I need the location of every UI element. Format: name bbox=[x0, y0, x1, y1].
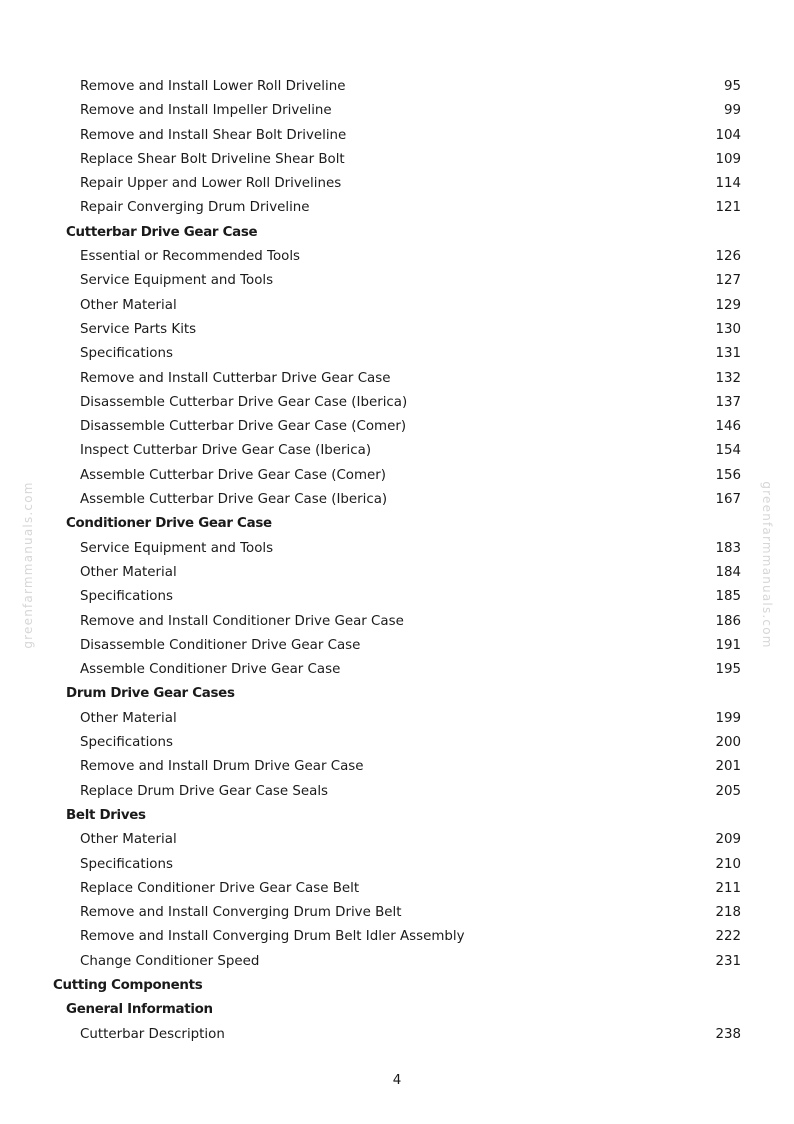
toc-entry[interactable] bbox=[0, 707, 794, 731]
toc-entry-title: Other Material bbox=[80, 832, 177, 848]
toc-entry-title: Remove and Install Drum Drive Gear Case bbox=[80, 759, 364, 775]
toc-entry-page-number: 184 bbox=[715, 564, 741, 580]
toc-entry-title: General Information bbox=[66, 1002, 213, 1018]
toc-entry[interactable] bbox=[0, 342, 794, 366]
toc-entry[interactable] bbox=[0, 658, 794, 682]
toc-entry-page-number: 201 bbox=[715, 759, 741, 775]
toc-entry[interactable] bbox=[0, 391, 794, 415]
toc-entry-title: Remove and Install Converging Drum Drive Belt bbox=[80, 905, 402, 921]
toc-entry[interactable] bbox=[0, 415, 794, 439]
watermark-left: greenfarmmanuals.com bbox=[21, 481, 35, 649]
toc-entry[interactable] bbox=[0, 294, 794, 318]
toc-entry-page-number: 99 bbox=[723, 103, 741, 119]
toc-entry-title: Remove and Install Impeller Driveline bbox=[80, 103, 332, 119]
toc-entry-title: Repair Converging Drum Driveline bbox=[80, 200, 310, 216]
toc-entry[interactable] bbox=[0, 439, 794, 463]
toc-entry-title: Specifications bbox=[80, 346, 173, 362]
toc-entry-title: Other Material bbox=[80, 564, 177, 580]
toc-entry-page-number: 211 bbox=[715, 880, 741, 896]
toc-entry[interactable] bbox=[0, 1023, 794, 1047]
toc-entry-title: Cutterbar Description bbox=[80, 1026, 225, 1042]
toc-chapter-heading[interactable] bbox=[0, 974, 794, 998]
toc-entry-title: Remove and Install Shear Bolt Driveline bbox=[80, 127, 347, 143]
toc-entry-title: Disassemble Cutterbar Drive Gear Case (Comer) bbox=[80, 419, 407, 435]
toc-entry-title: Change Conditioner Speed bbox=[80, 953, 260, 969]
toc-entry-page-number: 195 bbox=[715, 662, 741, 678]
toc-entry[interactable] bbox=[0, 196, 794, 220]
toc-entry-page-number: 200 bbox=[715, 735, 741, 751]
toc-section-heading[interactable] bbox=[0, 804, 794, 828]
toc-entry[interactable] bbox=[0, 318, 794, 342]
toc-entry[interactable] bbox=[0, 367, 794, 391]
toc-entry[interactable] bbox=[0, 877, 794, 901]
toc-entry-page-number: 167 bbox=[715, 492, 741, 508]
toc-entry-title: Cutterbar Drive Gear Case bbox=[66, 224, 258, 240]
toc-entry-page-number: 210 bbox=[715, 856, 741, 872]
toc-entry-title: Conditioner Drive Gear Case bbox=[66, 516, 272, 532]
toc-entry-page-number: 127 bbox=[715, 273, 741, 289]
toc-entry-title: Drum Drive Gear Cases bbox=[66, 686, 235, 702]
toc-entry-page-number: 199 bbox=[715, 710, 741, 726]
toc-entry[interactable] bbox=[0, 75, 794, 99]
toc-entry-title: Assemble Cutterbar Drive Gear Case (Comer) bbox=[80, 467, 387, 483]
toc-entry-title: Cutting Components bbox=[53, 977, 203, 993]
toc-entry[interactable] bbox=[0, 99, 794, 123]
toc-entry[interactable] bbox=[0, 464, 794, 488]
toc-entry-title: Assemble Cutterbar Drive Gear Case (Iberica) bbox=[80, 492, 388, 508]
toc-section-heading[interactable] bbox=[0, 682, 794, 706]
toc-entry-page-number: 104 bbox=[715, 127, 741, 143]
toc-entry-title: Other Material bbox=[80, 297, 177, 313]
toc-entry-page-number: 131 bbox=[715, 346, 741, 362]
toc-entry-title: Remove and Install Lower Roll Driveline bbox=[80, 79, 346, 94]
toc-entry-title: Replace Conditioner Drive Gear Case Belt bbox=[80, 880, 360, 896]
toc-entry-page-number: 121 bbox=[715, 200, 741, 216]
toc-entry-page-number: 154 bbox=[715, 443, 741, 459]
toc-entry[interactable] bbox=[0, 925, 794, 949]
toc-entry[interactable] bbox=[0, 245, 794, 269]
toc-entry-page-number: 146 bbox=[715, 419, 741, 435]
toc-entry-title: Remove and Install Conditioner Drive Gear Case bbox=[80, 613, 404, 629]
toc-entry-page-number: 231 bbox=[715, 953, 741, 969]
toc-entry-title: Specifications bbox=[80, 735, 173, 751]
toc-entry[interactable] bbox=[0, 853, 794, 877]
toc-entry-title: Specifications bbox=[80, 589, 173, 605]
toc-entry[interactable] bbox=[0, 585, 794, 609]
toc-entry-title: Other Material bbox=[80, 710, 177, 726]
toc-entry-title: Remove and Install Converging Drum Belt Idler Assembly bbox=[80, 929, 465, 945]
toc-entry-title: Disassemble Conditioner Drive Gear Case bbox=[80, 637, 361, 653]
toc-entry[interactable] bbox=[0, 755, 794, 779]
toc-entry[interactable] bbox=[0, 901, 794, 925]
watermark-right: greenfarmmanuals.com bbox=[760, 481, 774, 649]
toc-entry-title: Disassemble Cutterbar Drive Gear Case (Iberica) bbox=[80, 394, 408, 410]
toc-section-heading[interactable] bbox=[0, 221, 794, 245]
toc-entry-page-number: 185 bbox=[715, 589, 741, 605]
toc-entry-page-number: 114 bbox=[715, 176, 741, 192]
toc-entry-title: Remove and Install Cutterbar Drive Gear Case bbox=[80, 370, 391, 386]
toc-entry-title: Inspect Cutterbar Drive Gear Case (Iberica) bbox=[80, 443, 372, 459]
toc-entry-page-number: 109 bbox=[715, 151, 741, 167]
toc-entry-page-number: 183 bbox=[715, 540, 741, 556]
toc-entry[interactable] bbox=[0, 780, 794, 804]
page-number: 4 bbox=[392, 1073, 402, 1088]
toc-entry[interactable] bbox=[0, 269, 794, 293]
toc-entry-page-number: 218 bbox=[715, 905, 741, 921]
toc-entry-page-number: 126 bbox=[715, 249, 741, 265]
toc-entry[interactable] bbox=[0, 561, 794, 585]
toc-entry-page-number: 156 bbox=[715, 467, 741, 483]
toc-entry-title: Service Parts Kits bbox=[80, 321, 197, 337]
toc-entry-title: Service Equipment and Tools bbox=[80, 273, 274, 289]
toc-entry[interactable] bbox=[0, 610, 794, 634]
toc-entry-page-number: 191 bbox=[715, 637, 741, 653]
toc-entry-title: Specifications bbox=[80, 856, 173, 872]
toc-entry[interactable] bbox=[0, 828, 794, 852]
toc-entry-page-number: 222 bbox=[715, 929, 741, 945]
toc-entry[interactable] bbox=[0, 148, 794, 172]
toc-entry-page-number: 137 bbox=[715, 394, 741, 410]
toc-entry-title: Replace Shear Bolt Driveline Shear Bolt bbox=[80, 151, 345, 167]
toc-entry[interactable] bbox=[0, 124, 794, 148]
toc-entry-title: Essential or Recommended Tools bbox=[80, 249, 301, 265]
table-of-contents bbox=[0, 75, 794, 1047]
toc-entry-title: Belt Drives bbox=[66, 807, 146, 823]
toc-section-heading[interactable] bbox=[0, 512, 794, 536]
toc-entry[interactable] bbox=[0, 488, 794, 512]
toc-section-heading[interactable] bbox=[0, 998, 794, 1022]
toc-entry-page-number: 186 bbox=[715, 613, 741, 629]
toc-entry-page-number: 129 bbox=[715, 297, 741, 313]
toc-entry[interactable] bbox=[0, 537, 794, 561]
toc-entry[interactable] bbox=[0, 950, 794, 974]
toc-entry-page-number: 95 bbox=[723, 79, 741, 94]
toc-entry-page-number: 132 bbox=[715, 370, 741, 386]
toc-entry-title: Replace Drum Drive Gear Case Seals bbox=[80, 783, 329, 799]
toc-entry-title: Repair Upper and Lower Roll Drivelines bbox=[80, 176, 342, 192]
toc-entry-page-number: 238 bbox=[715, 1026, 741, 1042]
toc-entry[interactable] bbox=[0, 634, 794, 658]
toc-entry[interactable] bbox=[0, 172, 794, 196]
toc-entry-page-number: 209 bbox=[715, 832, 741, 848]
toc-entry[interactable] bbox=[0, 731, 794, 755]
toc-entry-page-number: 130 bbox=[715, 321, 741, 337]
toc-entry-title: Service Equipment and Tools bbox=[80, 540, 274, 556]
toc-entry-title: Assemble Conditioner Drive Gear Case bbox=[80, 662, 341, 678]
toc-entry-page-number: 205 bbox=[715, 783, 741, 799]
